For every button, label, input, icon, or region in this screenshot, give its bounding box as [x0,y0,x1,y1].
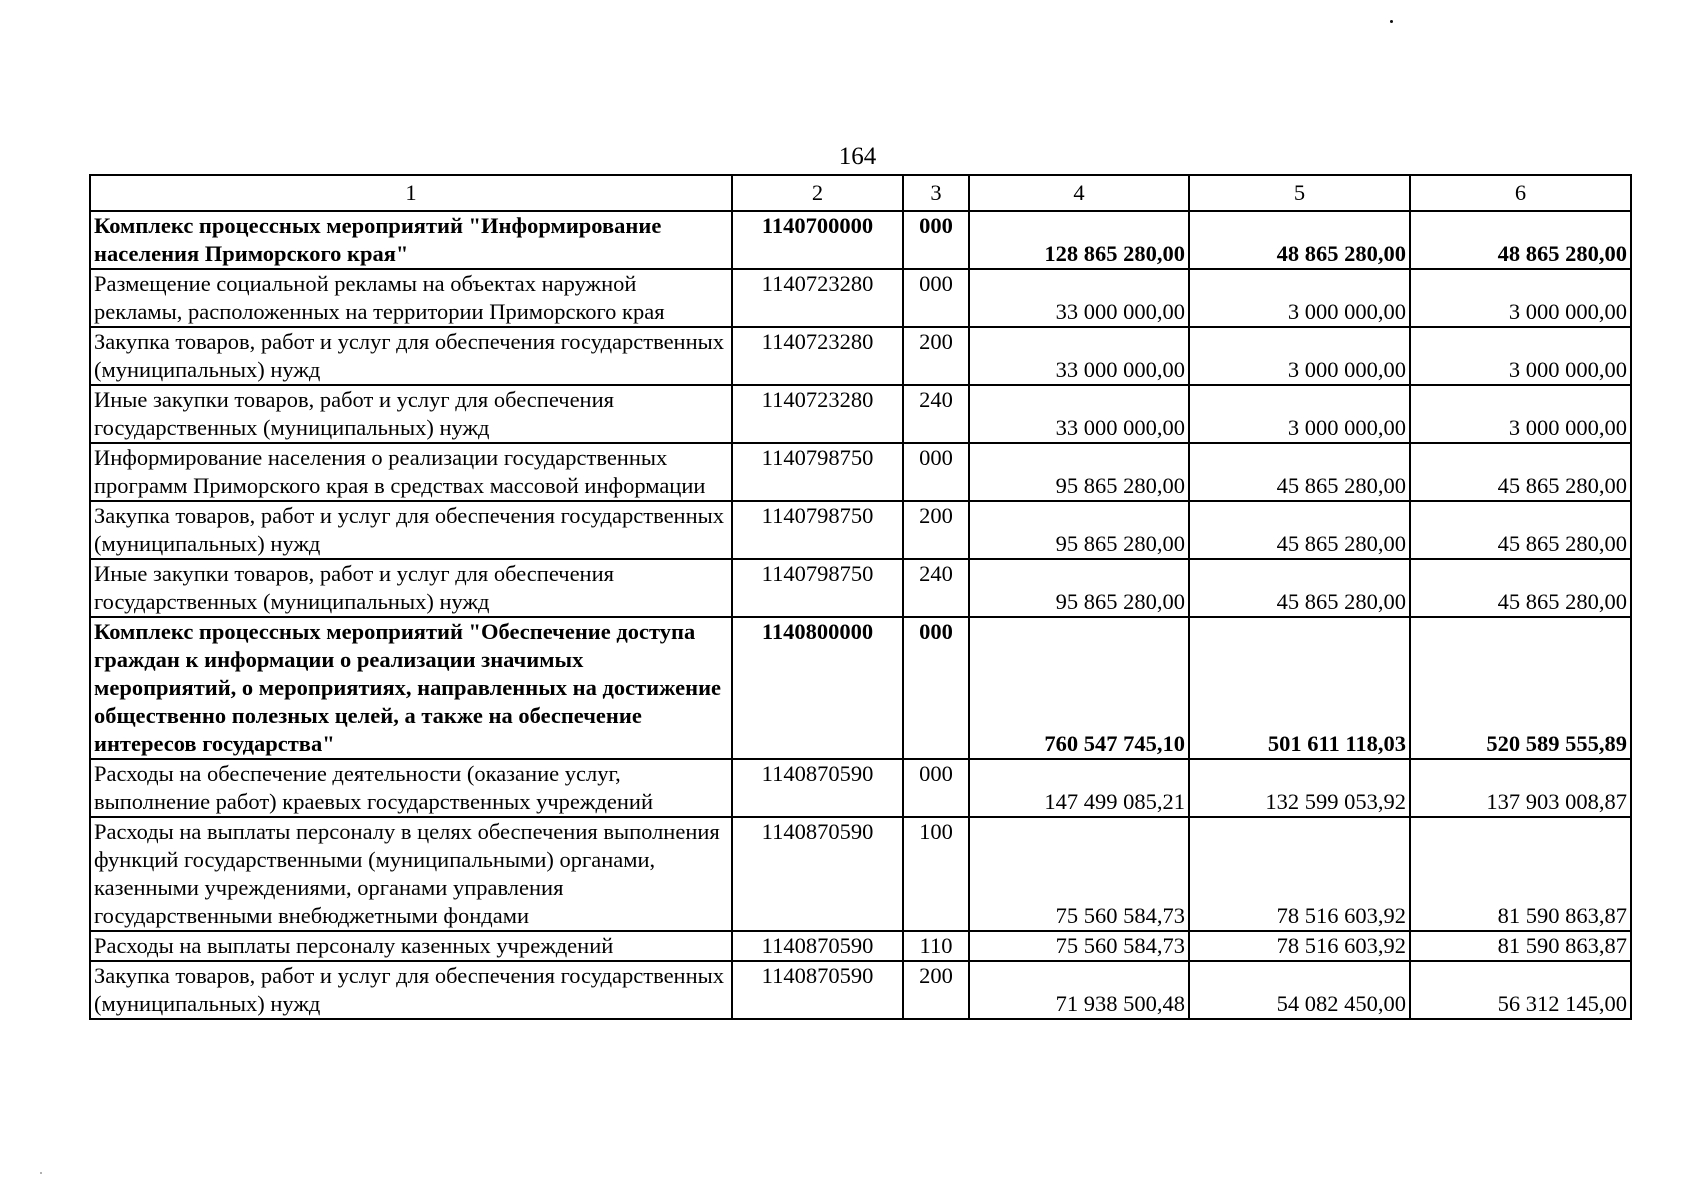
row-value-col4: 95 865 280,00 [969,443,1189,501]
row-value-col6: 520 589 555,89 [1410,617,1631,759]
row-type-cell: 110 [903,931,969,961]
row-value-col5: 3 000 000,00 [1189,385,1410,443]
row-value-col5: 3 000 000,00 [1189,327,1410,385]
row-name-cell: Расходы на выплаты персоналу казенных учреждений [90,931,732,961]
row-value-col6: 81 590 863,87 [1410,931,1631,961]
row-value-col4: 33 000 000,00 [969,327,1189,385]
row-name-cell: Комплекс процессных мероприятий "Обеспечение доступа граждан к информации о реализации значимых мероприятий, о мероприятиях, направленных на достижение общественно полезных целей, а также на обеспечение интересов государства" [90,617,732,759]
row-value-col5: 3 000 000,00 [1189,269,1410,327]
row-name-cell: Расходы на выплаты персоналу в целях обеспечения выполнения функций государственными (муниципальными) органами, казенными учреждениями, органами управления государственными внебюджетными фондами [90,817,732,931]
row-name-cell: Иные закупки товаров, работ и услуг для обеспечения государственных (муниципальных) нужд [90,385,732,443]
column-number: 3 [903,175,969,211]
row-value-col6: 45 865 280,00 [1410,443,1631,501]
row-code-cell: 1140800000 [732,617,903,759]
row-name-cell: Иные закупки товаров, работ и услуг для обеспечения государственных (муниципальных) нужд [90,559,732,617]
row-value-col6: 45 865 280,00 [1410,559,1631,617]
table-row [90,327,1631,385]
row-value-col5: 54 082 450,00 [1189,961,1410,1019]
row-code-cell: 1140723280 [732,327,903,385]
table-row [90,269,1631,327]
row-value-col4: 33 000 000,00 [969,269,1189,327]
row-code-cell: 1140723280 [732,269,903,327]
row-value-col6: 81 590 863,87 [1410,817,1631,931]
column-number: 4 [969,175,1189,211]
row-type-cell: 000 [903,759,969,817]
row-value-col4: 760 547 745,10 [969,617,1189,759]
row-name-cell: Расходы на обеспечение деятельности (оказание услуг, выполнение работ) краевых государственных учреждений [90,759,732,817]
row-name-cell: Закупка товаров, работ и услуг для обеспечения государственных (муниципальных) нужд [90,961,732,1019]
row-code-cell: 1140700000 [732,211,903,269]
row-code-cell: 1140798750 [732,501,903,559]
column-number: 1 [90,175,732,211]
row-type-cell: 000 [903,443,969,501]
column-number: 5 [1189,175,1410,211]
table-row [90,443,1631,501]
row-code-cell: 1140870590 [732,817,903,931]
row-type-cell: 200 [903,961,969,1019]
row-value-col5: 48 865 280,00 [1189,211,1410,269]
row-name-cell: Размещение социальной рекламы на объектах наружной рекламы, расположенных на территории Приморского края [90,269,732,327]
row-value-col4: 128 865 280,00 [969,211,1189,269]
row-name-cell: Закупка товаров, работ и услуг для обеспечения государственных (муниципальных) нужд [90,327,732,385]
row-value-col4: 95 865 280,00 [969,559,1189,617]
row-type-cell: 100 [903,817,969,931]
row-value-col6: 3 000 000,00 [1410,385,1631,443]
row-value-col4: 71 938 500,48 [969,961,1189,1019]
row-value-col5: 132 599 053,92 [1189,759,1410,817]
row-value-col5: 45 865 280,00 [1189,559,1410,617]
table-row [90,617,1631,759]
row-type-cell: 200 [903,501,969,559]
table-row [90,501,1631,559]
row-value-col6: 3 000 000,00 [1410,327,1631,385]
row-name-cell: Комплекс процессных мероприятий "Информирование населения Приморского края" [90,211,732,269]
column-number: 6 [1410,175,1631,211]
row-name-cell: Закупка товаров, работ и услуг для обеспечения государственных (муниципальных) нужд [90,501,732,559]
page-number: 164 [838,143,877,170]
row-value-col4: 75 560 584,73 [969,931,1189,961]
row-value-col5: 45 865 280,00 [1189,443,1410,501]
table-row [90,211,1631,269]
row-value-col6: 137 903 008,87 [1410,759,1631,817]
row-code-cell: 1140870590 [732,931,903,961]
row-code-cell: 1140870590 [732,759,903,817]
row-code-cell: 1140870590 [732,961,903,1019]
row-value-col5: 78 516 603,92 [1189,817,1410,931]
column-number-row [90,175,1631,211]
row-value-col5: 501 611 118,03 [1189,617,1410,759]
table-row [90,385,1631,443]
row-type-cell: 240 [903,559,969,617]
row-type-cell: 240 [903,385,969,443]
row-value-col6: 3 000 000,00 [1410,269,1631,327]
table-row [90,559,1631,617]
table-row [90,931,1631,961]
row-name-cell: Информирование населения о реализации государственных программ Приморского края в средствах массовой информации [90,443,732,501]
budget-table [89,174,1632,1020]
row-type-cell: 000 [903,269,969,327]
row-value-col5: 45 865 280,00 [1189,501,1410,559]
table-row [90,961,1631,1019]
row-value-col6: 48 865 280,00 [1410,211,1631,269]
row-value-col4: 75 560 584,73 [969,817,1189,931]
row-code-cell: 1140798750 [732,559,903,617]
row-type-cell: 000 [903,211,969,269]
row-value-col5: 78 516 603,92 [1189,931,1410,961]
table-row [90,817,1631,931]
row-value-col4: 33 000 000,00 [969,385,1189,443]
row-code-cell: 1140723280 [732,385,903,443]
row-value-col6: 45 865 280,00 [1410,501,1631,559]
row-code-cell: 1140798750 [732,443,903,501]
scan-speck [40,1172,42,1174]
row-value-col4: 147 499 085,21 [969,759,1189,817]
table-row [90,759,1631,817]
row-type-cell: 200 [903,327,969,385]
row-value-col6: 56 312 145,00 [1410,961,1631,1019]
column-number: 2 [732,175,903,211]
table-body [90,175,1631,1019]
scan-speck [1390,20,1393,23]
row-value-col4: 95 865 280,00 [969,501,1189,559]
row-type-cell: 000 [903,617,969,759]
